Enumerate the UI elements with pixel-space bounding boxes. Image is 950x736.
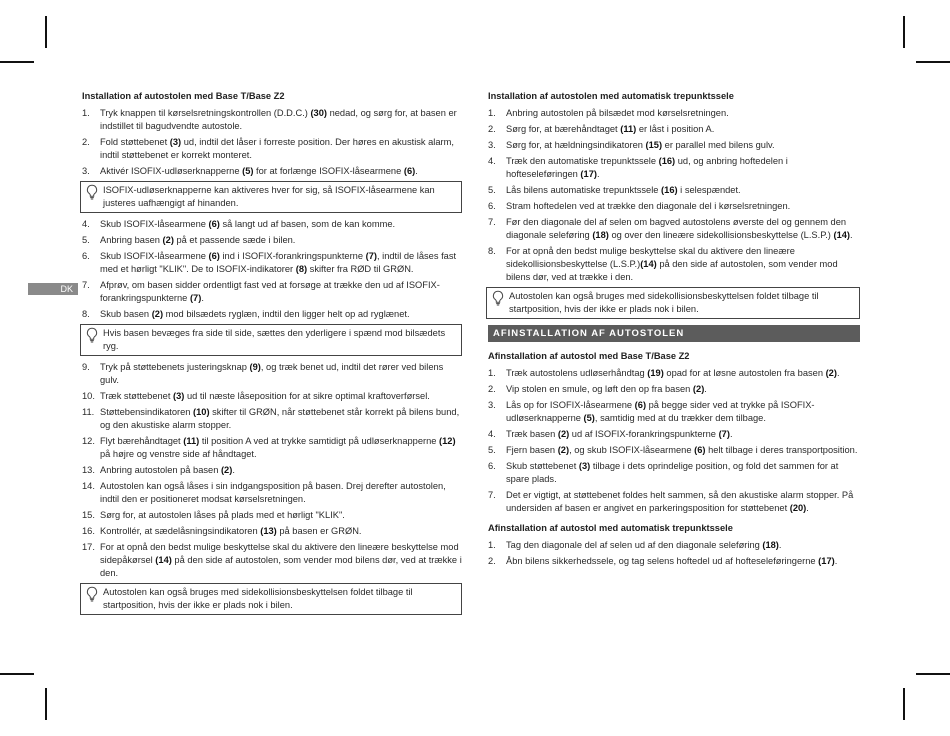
list-item bbox=[488, 139, 860, 152]
step-text-part: Træk basen bbox=[506, 429, 558, 439]
step-text-part: . bbox=[415, 166, 418, 176]
crop-mark bbox=[903, 688, 905, 720]
list-item bbox=[488, 123, 860, 136]
step-text-part: . bbox=[806, 503, 809, 513]
step-number: 12. bbox=[82, 436, 95, 446]
part-reference: (6) bbox=[208, 251, 220, 261]
step-text-part: . bbox=[704, 384, 707, 394]
step-text bbox=[100, 464, 462, 477]
part-reference: (2) bbox=[162, 235, 174, 245]
info-note bbox=[80, 583, 462, 615]
step-text-part: på et passende sæde i bilen. bbox=[173, 235, 296, 245]
list-item bbox=[488, 489, 860, 515]
step-text-part: helt tilbage i deres transportposition. bbox=[705, 445, 858, 455]
part-reference: (2) bbox=[220, 465, 233, 475]
step-text-part: så langt ud af basen, som de kan komme. bbox=[219, 219, 396, 229]
step-number: 17. bbox=[82, 542, 95, 552]
step-text bbox=[506, 460, 860, 486]
step-text bbox=[506, 383, 860, 396]
step-text-part: Støttebensindikatoren bbox=[100, 407, 194, 417]
step-number: 1. bbox=[488, 540, 496, 550]
instruction-list bbox=[488, 107, 860, 284]
step-text-part: . bbox=[836, 368, 840, 378]
step-text-part: i selespændet. bbox=[677, 185, 741, 195]
list-item bbox=[488, 428, 860, 441]
step-number: 5. bbox=[488, 185, 496, 195]
step-text bbox=[506, 200, 860, 213]
step-text-part: Autostolen kan også låses i sin indgangsposition på basen. Drej derefter autostolen, indtil den er positioneret modsat kørselsretningen. bbox=[100, 481, 446, 504]
list-item bbox=[488, 216, 860, 242]
note-text: Autostolen kan også bruges med sidekollisionsbeskyttelsen foldet tilbage til startposition, hvis der ikke er plads nok i bilen. bbox=[103, 587, 413, 610]
part-reference: (5) bbox=[242, 166, 254, 176]
step-number: 5. bbox=[82, 235, 90, 245]
list-item bbox=[488, 184, 860, 197]
part-reference: (6) bbox=[403, 166, 416, 176]
step-text bbox=[100, 480, 462, 506]
step-text-part: Anbring basen bbox=[100, 235, 163, 245]
step-text bbox=[100, 250, 462, 276]
part-reference: (7) bbox=[189, 293, 202, 303]
step-text-part: mod bilsædets ryglæn, indtil den ligger helt op ad ryglænet. bbox=[163, 309, 410, 319]
step-text bbox=[100, 136, 462, 162]
instruction-list bbox=[82, 218, 462, 321]
part-reference: (6) bbox=[694, 445, 706, 455]
step-text bbox=[506, 367, 860, 380]
step-text bbox=[100, 218, 462, 231]
step-text-part: Stram hoftedelen ved at trække den diagonale del i kørselsretningen. bbox=[506, 201, 791, 211]
part-reference: (3) bbox=[578, 461, 591, 471]
lightbulb-icon bbox=[85, 586, 101, 602]
step-text-part: Skub ISOFIX-låsearmene bbox=[100, 251, 209, 261]
part-reference: (2) bbox=[557, 429, 570, 439]
list-item bbox=[82, 279, 462, 305]
step-number: 4. bbox=[488, 429, 496, 439]
step-number: 2. bbox=[82, 137, 90, 147]
instruction-list bbox=[488, 539, 860, 568]
part-reference: (19) bbox=[647, 368, 664, 378]
step-text-part: , og skub ISOFIX-låsearmene bbox=[569, 445, 695, 455]
step-number: 7. bbox=[488, 490, 496, 500]
part-reference: (11) bbox=[620, 124, 637, 134]
step-text-part: Aktivér ISOFIX-udløserknapperne bbox=[100, 166, 243, 176]
part-reference: (7) bbox=[365, 251, 377, 261]
step-text bbox=[100, 509, 462, 522]
info-note bbox=[80, 324, 462, 356]
step-text-part: og over den lineære sidekollisionsbeskyttelse (L.S.P.) bbox=[608, 230, 834, 240]
part-reference: (6) bbox=[634, 400, 647, 410]
part-reference: (18) bbox=[592, 230, 609, 240]
step-text-part: Flyt bærehåndtaget bbox=[100, 436, 184, 446]
step-number: 11. bbox=[82, 407, 95, 417]
step-text-part: Træk støttebenet bbox=[100, 391, 174, 401]
step-number: 6. bbox=[82, 251, 90, 261]
list-item bbox=[82, 541, 462, 580]
step-text-part: . bbox=[834, 556, 838, 566]
step-text bbox=[506, 123, 860, 136]
section-heading: Installation af autostolen med automatisk trepunktssele bbox=[488, 91, 734, 101]
crop-mark bbox=[45, 688, 47, 720]
step-text bbox=[100, 361, 462, 387]
step-number: 1. bbox=[82, 108, 90, 118]
part-reference: (10) bbox=[193, 407, 210, 417]
step-text-part: . bbox=[778, 540, 782, 550]
step-text-part: . bbox=[850, 230, 853, 240]
crop-mark bbox=[903, 16, 905, 48]
part-reference: (30) bbox=[310, 108, 327, 118]
step-text-part: på begge sider ved at trykke på ISOFIX-udløserknapperne bbox=[506, 400, 815, 423]
step-text-part: Lås bilens automatiske trepunktssele bbox=[506, 185, 662, 195]
note-text: Hvis basen bevæges fra side til side, sættes den yderligere i spænd mod bilsædets ryg. bbox=[103, 328, 446, 351]
step-text-part: ind i ISOFIX-forankringspunkterne bbox=[219, 251, 366, 261]
step-text-part: Anbring autostolen på bilsædet mod kørselsretningen. bbox=[506, 108, 729, 118]
step-text bbox=[100, 279, 462, 305]
step-text-part: Sørg for, at hældningsindikatoren bbox=[506, 140, 646, 150]
step-text-part: Fold støttebenet bbox=[100, 137, 170, 147]
info-note bbox=[486, 287, 860, 319]
step-number: 15. bbox=[82, 510, 95, 520]
left-column bbox=[82, 90, 462, 620]
part-reference: (14) bbox=[155, 555, 172, 565]
step-number: 13. bbox=[82, 465, 95, 475]
step-number: 6. bbox=[488, 201, 496, 211]
part-reference: (16) bbox=[661, 185, 678, 195]
step-text bbox=[506, 216, 860, 242]
step-text bbox=[506, 555, 860, 568]
instruction-list bbox=[488, 367, 860, 515]
step-text-part: , og træk benet ud, indtil det rører ved bilens gulv. bbox=[100, 362, 444, 385]
section-heading: Afinstallation af autostol med Base T/Base Z2 bbox=[488, 351, 690, 361]
list-item bbox=[82, 525, 462, 538]
part-reference: (15) bbox=[645, 140, 663, 150]
step-text-part: ud, indtil det låser i forreste position. Der høres en akustisk alarm, indtil støttebenet er korrekt monteret. bbox=[100, 137, 454, 160]
part-reference: (11) bbox=[183, 436, 200, 446]
list-item bbox=[488, 107, 860, 120]
list-item bbox=[82, 165, 462, 178]
step-text-part: skifter til GRØN, når støttebenet står korrekt på bilens bund, og den akustiske alarm stopper. bbox=[100, 407, 460, 430]
list-item bbox=[82, 390, 462, 403]
list-item bbox=[82, 218, 462, 231]
lightbulb-icon bbox=[491, 290, 507, 306]
step-text-part: skifter fra RØD til GRØN. bbox=[307, 264, 414, 274]
step-text-part: Skub basen bbox=[100, 309, 152, 319]
step-number: 3. bbox=[488, 400, 496, 410]
step-text-part: ud af ISOFIX-forankringspunkterne bbox=[569, 429, 719, 439]
step-text bbox=[100, 525, 462, 538]
step-number: 2. bbox=[488, 556, 496, 566]
part-reference: (16) bbox=[658, 156, 676, 166]
list-item bbox=[82, 308, 462, 321]
list-item bbox=[488, 383, 860, 396]
step-text-part: Sørg for, at autostolen låses på plads med et hørligt "KLIK". bbox=[100, 510, 345, 520]
step-number: 2. bbox=[488, 124, 496, 134]
part-reference: (17) bbox=[580, 169, 597, 179]
step-text-part: på højre og venstre side af håndtaget. bbox=[100, 449, 257, 459]
step-text-part: er låst i position A. bbox=[636, 124, 715, 134]
step-text-part: Fjern basen bbox=[506, 445, 558, 455]
step-number: 8. bbox=[488, 246, 496, 256]
lightbulb-icon bbox=[85, 327, 101, 343]
step-text bbox=[100, 406, 462, 432]
step-number: 3. bbox=[82, 166, 90, 176]
list-item bbox=[488, 399, 860, 425]
step-text-part: ud, og anbring hoftedelen i hofteseleføringen bbox=[506, 156, 788, 179]
crop-mark bbox=[0, 61, 34, 63]
step-number: 1. bbox=[488, 368, 496, 378]
step-text-part: Tryk knappen til kørselsretningskontrollen (D.D.C.) bbox=[100, 108, 311, 118]
step-text-part: Skub ISOFIX-låsearmene bbox=[100, 219, 209, 229]
step-text-part: Tryk på støttebenets justeringsknap bbox=[100, 362, 250, 372]
step-text-part: Sørg for, at bærehåndtaget bbox=[506, 124, 621, 134]
step-number: 16. bbox=[82, 526, 95, 536]
step-text bbox=[100, 541, 462, 580]
step-text-part: . bbox=[232, 465, 235, 475]
step-number: 14. bbox=[82, 481, 95, 491]
part-reference: (2) bbox=[151, 309, 164, 319]
part-reference: (3) bbox=[169, 137, 182, 147]
step-text bbox=[506, 184, 860, 197]
step-text-part: til position A ved at trykke samtidigt på udløserknapperne bbox=[199, 436, 440, 446]
list-item bbox=[82, 509, 462, 522]
step-number: 3. bbox=[488, 140, 496, 150]
note-text: Autostolen kan også bruges med sidekollisionsbeskyttelsen foldet tilbage til startposition, hvis der ikke er plads nok i bilen. bbox=[509, 291, 819, 314]
step-text bbox=[506, 155, 860, 181]
step-text bbox=[506, 444, 860, 457]
crop-mark bbox=[916, 673, 950, 675]
step-text-part: . bbox=[596, 169, 600, 179]
part-reference: (6) bbox=[208, 219, 220, 229]
section-heading: Installation af autostolen med Base T/Base Z2 bbox=[82, 91, 285, 101]
step-text bbox=[100, 234, 462, 247]
instruction-list bbox=[82, 107, 462, 178]
step-number: 2. bbox=[488, 384, 496, 394]
step-text bbox=[100, 390, 462, 403]
step-text-part: ud til næste låseposition for at sikre optimal kraftoverførsel. bbox=[184, 391, 430, 401]
list-item bbox=[82, 480, 462, 506]
step-text-part: . bbox=[729, 429, 733, 439]
step-text bbox=[506, 428, 860, 441]
part-reference: (2) bbox=[825, 368, 837, 378]
part-reference: (12) bbox=[439, 436, 456, 446]
lightbulb-icon bbox=[85, 184, 101, 200]
part-reference: (8) bbox=[295, 264, 308, 274]
list-item bbox=[488, 460, 860, 486]
step-text-part: Tag den diagonale del af selen ud af den diagonale seleføring bbox=[506, 540, 763, 550]
list-item bbox=[82, 406, 462, 432]
part-reference: (9) bbox=[249, 362, 261, 372]
note-text: ISOFIX-udløserknapperne kan aktiveres hver for sig, så ISOFIX-låsearmene kan justeres uafhængigt af hinanden. bbox=[103, 185, 435, 208]
part-reference: (14) bbox=[640, 259, 657, 269]
step-text-part: Kontrollér, at sædelåsningsindikatoren bbox=[100, 526, 261, 536]
part-reference: (14) bbox=[833, 230, 851, 240]
step-text bbox=[506, 399, 860, 425]
step-text-part: Træk den automatiske trepunktssele bbox=[506, 156, 659, 166]
part-reference: (2) bbox=[692, 384, 705, 394]
step-text bbox=[506, 489, 860, 515]
step-text-part: . bbox=[201, 293, 204, 303]
list-item bbox=[488, 200, 860, 213]
step-number: 4. bbox=[82, 219, 90, 229]
step-text bbox=[506, 107, 860, 120]
list-item bbox=[488, 155, 860, 181]
step-number: 7. bbox=[82, 280, 90, 290]
step-text-part: Vip stolen en smule, og løft den op fra basen bbox=[506, 384, 693, 394]
list-item bbox=[82, 435, 462, 461]
step-text-part: Anbring autostolen på basen bbox=[100, 465, 221, 475]
step-text-part: For at opnå den bedst mulige beskyttelse skal du aktivere den lineære beskyttelse mod sidepåkørsel bbox=[100, 542, 459, 565]
step-text bbox=[100, 308, 462, 321]
step-text-part: Lås op for ISOFIX-låsearmene bbox=[506, 400, 635, 410]
section-bar: AFINSTALLATION AF AUTOSTOLEN bbox=[488, 325, 860, 342]
list-item bbox=[82, 250, 462, 276]
list-item bbox=[82, 136, 462, 162]
step-number: 10. bbox=[82, 391, 95, 401]
list-item bbox=[82, 234, 462, 247]
info-note bbox=[80, 181, 462, 213]
step-text-part: tilbage i dets oprindelige position, og fold det sammen for at spare plads. bbox=[506, 461, 839, 484]
step-number: 4. bbox=[488, 156, 496, 166]
step-text-part: Skub støttebenet bbox=[506, 461, 579, 471]
list-item bbox=[488, 367, 860, 380]
part-reference: (7) bbox=[718, 429, 730, 439]
section-heading: Afinstallation af autostol med automatisk trepunktssele bbox=[488, 523, 733, 533]
step-number: 8. bbox=[82, 309, 90, 319]
step-text-part: er parallel med bilens gulv. bbox=[662, 140, 775, 150]
part-reference: (18) bbox=[762, 540, 779, 550]
crop-mark bbox=[0, 673, 34, 675]
list-item bbox=[488, 555, 860, 568]
step-text-part: Det er vigtigt, at støttebenet foldes helt sammen, så den akustiske alarm stopper. På undersiden af basen er angivet en parkeringsposition for støttebenet bbox=[506, 490, 854, 513]
list-item bbox=[82, 361, 462, 387]
step-text-part: , samtidig med at du trækker dem tilbage. bbox=[594, 413, 766, 423]
step-text-part: for at forlænge ISOFIX-låsearmene bbox=[253, 166, 404, 176]
list-item bbox=[488, 444, 860, 457]
list-item bbox=[488, 245, 860, 284]
step-text-part: , indtil de låses fast med et hørligt "KLIK". De to ISOFIX-indikatorer bbox=[100, 251, 457, 274]
step-text-part: Træk autostolens udløserhåndtag bbox=[506, 368, 648, 378]
step-text-part: Åbn bilens sikkerhedssele, og tag selens hoftedel ud af hofteseleføringerne bbox=[506, 556, 819, 566]
part-reference: (13) bbox=[260, 526, 277, 536]
instruction-list bbox=[82, 361, 462, 580]
step-number: 9. bbox=[82, 362, 90, 372]
step-text-part: Før den diagonale del af selen om bagved autostolens øverste del og gennem den diagonale seleføring bbox=[506, 217, 847, 240]
list-item bbox=[82, 464, 462, 477]
step-text bbox=[506, 539, 860, 552]
step-text bbox=[100, 107, 462, 133]
list-item bbox=[488, 539, 860, 552]
part-reference: (3) bbox=[173, 391, 185, 401]
step-number: 1. bbox=[488, 108, 496, 118]
step-text-part: opad for at løsne autostolen fra basen bbox=[663, 368, 826, 378]
step-text bbox=[100, 435, 462, 461]
step-text-part: nedad, og sørg for, at basen er indstillet til bagudvendte autostole. bbox=[100, 108, 457, 131]
crop-mark bbox=[45, 16, 47, 48]
crop-mark bbox=[916, 61, 950, 63]
step-text-part: på den side af autostolen, som vender mod bilens dør, ved at trække i den. bbox=[100, 555, 462, 578]
step-text bbox=[506, 139, 860, 152]
step-text bbox=[506, 245, 860, 284]
step-number: 6. bbox=[488, 461, 496, 471]
list-item bbox=[82, 107, 462, 133]
step-text-part: på basen er GRØN. bbox=[276, 526, 362, 536]
right-column bbox=[488, 90, 860, 571]
part-reference: (17) bbox=[818, 556, 835, 566]
step-text bbox=[100, 165, 462, 178]
step-text-part: på den side af autostolen, som vender mod bilens dør, ved at trække i den. bbox=[506, 259, 838, 282]
part-reference: (20) bbox=[789, 503, 807, 513]
step-number: 5. bbox=[488, 445, 496, 455]
step-text-part: For at opnå den bedst mulige beskyttelse skal du aktivere den lineære sidekollisionsbeskyttelse (L.S.P.) bbox=[506, 246, 795, 269]
language-tab: DK bbox=[28, 283, 78, 295]
step-text-part: Afprøv, om basen sidder ordentligt fast ved at forsøge at trække den ud af ISOFIX-forankringspunkterne bbox=[100, 280, 440, 303]
part-reference: (2) bbox=[557, 445, 570, 455]
part-reference: (5) bbox=[583, 413, 595, 423]
step-number: 7. bbox=[488, 217, 496, 227]
